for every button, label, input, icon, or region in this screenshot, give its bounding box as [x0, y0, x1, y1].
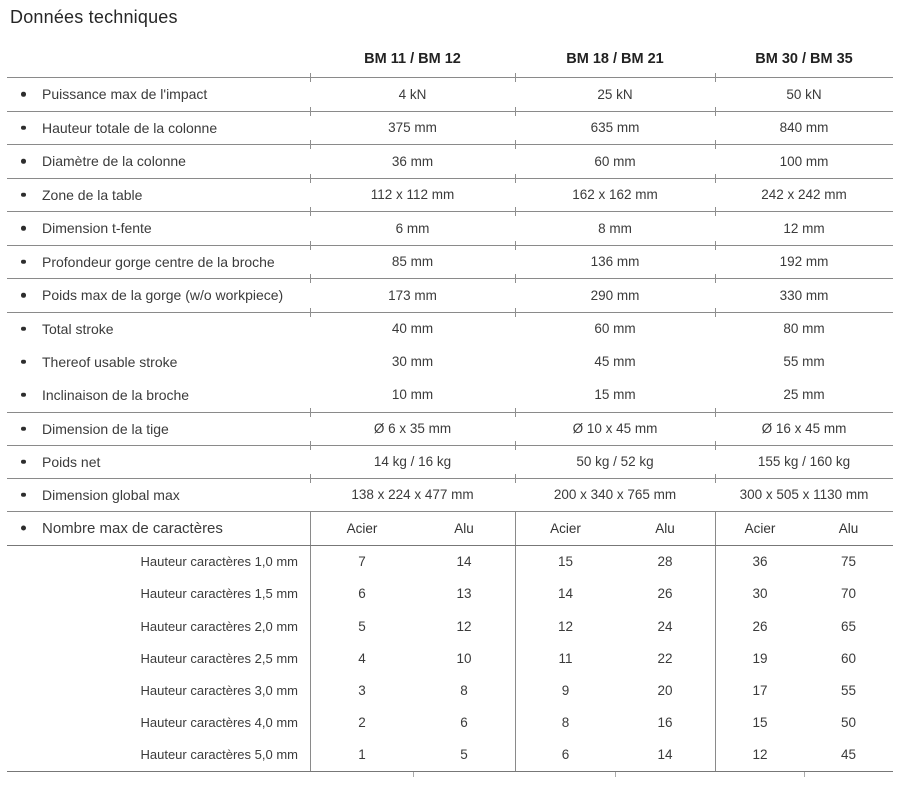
spec-value: Ø 6 x 35 mm: [310, 413, 515, 445]
spec-value: Ø 16 x 45 mm: [715, 413, 893, 445]
char-value: 6: [460, 715, 468, 731]
spec-value: 85 mm: [310, 246, 515, 279]
char-row-label: Hauteur caractères 4,0 mm: [140, 715, 298, 731]
spec-label: [7, 378, 310, 411]
char-value: 14: [615, 739, 715, 771]
bullet-icon: [21, 159, 26, 164]
material-header-acier: Acier: [515, 512, 615, 545]
spec-value: 50 kg / 52 kg: [515, 446, 715, 478]
char-value: 45: [804, 739, 893, 771]
spec-row: [7, 345, 893, 378]
spec-label: [7, 212, 310, 245]
spec-label: [7, 145, 310, 178]
bullet-icon: [21, 393, 26, 398]
char-value: 8: [460, 683, 468, 699]
spec-row: [7, 312, 893, 345]
spec-label-text: Zone de la table: [42, 186, 143, 203]
spec-value: 840 mm: [715, 112, 893, 145]
char-value: 19: [715, 642, 804, 674]
bullet-icon: [21, 426, 26, 431]
char-value: 10: [456, 650, 472, 666]
spec-row: [7, 478, 893, 511]
spec-value: 300 x 505 x 1130 mm: [715, 479, 893, 511]
spec-value: 200 x 340 x 765 mm: [515, 479, 715, 511]
char-value: 9: [515, 674, 615, 706]
char-value: 28: [657, 554, 673, 570]
spec-value: 6 mm: [310, 212, 515, 245]
spec-value: 45 mm: [594, 354, 636, 370]
char-row: [7, 610, 893, 642]
char-row: [7, 578, 893, 610]
char-value: 30: [715, 578, 804, 610]
char-value: 11: [515, 642, 615, 674]
column-header-bm11-12: BM 11 / BM 12: [364, 50, 461, 67]
spec-table: [7, 40, 893, 772]
bullet-icon: [21, 193, 26, 198]
char-row-label: Hauteur caractères 1,5 mm: [140, 586, 298, 602]
spec-row: [7, 278, 893, 312]
char-value: 3: [310, 674, 413, 706]
spec-label: [7, 279, 310, 312]
char-row-label: Hauteur caractères 1,0 mm: [140, 554, 298, 570]
spec-label-text: Poids net: [42, 453, 101, 470]
spec-label: [7, 345, 310, 378]
spec-label-text: Dimension global max: [42, 486, 180, 503]
characters-header-text: Nombre max de caractères: [42, 519, 223, 537]
spec-label: [7, 413, 310, 445]
char-value: 70: [840, 586, 857, 602]
spec-value: 50 kN: [715, 78, 893, 111]
char-row: [7, 674, 893, 706]
spec-value: 100 mm: [715, 145, 893, 178]
spec-value: 10 mm: [391, 387, 434, 403]
char-row: [7, 546, 893, 578]
spec-value: 36 mm: [310, 145, 515, 178]
spec-value: 138 x 224 x 477 mm: [310, 479, 515, 511]
spec-label-text: Total stroke: [42, 320, 114, 337]
spec-value: 12 mm: [715, 212, 893, 245]
char-value: 6: [515, 739, 615, 771]
spec-value: 192 mm: [715, 246, 893, 279]
spec-value: 30 mm: [391, 354, 434, 370]
spec-label: [7, 179, 310, 212]
spec-value: 25 kN: [515, 78, 715, 111]
char-value: 5: [310, 610, 413, 642]
column-header-bm18-21: BM 18 / BM 21: [566, 50, 664, 67]
spec-label: [7, 479, 310, 511]
spec-label-text: Inclinaison de la broche: [42, 386, 190, 403]
spec-value: 330 mm: [715, 279, 893, 312]
bullet-icon: [21, 359, 26, 364]
characters-header-label: [7, 512, 310, 545]
char-row-label: Hauteur caractères 3,0 mm: [140, 683, 298, 699]
material-header-alu: Alu: [838, 520, 859, 536]
spec-value: 242 x 242 mm: [715, 179, 893, 212]
bullet-icon: [21, 226, 26, 231]
spec-label-text: Hauteur totale de la colonne: [42, 119, 218, 136]
spec-value: 290 mm: [515, 279, 715, 312]
char-row: [7, 707, 893, 739]
bullet-icon: [21, 260, 26, 265]
char-value: 2: [310, 707, 413, 739]
spec-row: [7, 77, 893, 111]
spec-value: 375 mm: [310, 112, 515, 145]
spec-label-text: Dimension de la tige: [42, 420, 169, 437]
spec-label-text: Dimension t-fente: [42, 220, 152, 237]
char-value: 26: [715, 610, 804, 642]
bullet-icon: [21, 526, 26, 531]
spec-value: 8 mm: [515, 212, 715, 245]
spec-label: [7, 446, 310, 478]
spec-row: [7, 144, 893, 178]
char-value: 50: [840, 715, 857, 731]
char-row-label: Hauteur caractères 2,0 mm: [140, 618, 298, 634]
spec-value: 112 x 112 mm: [310, 179, 515, 212]
char-row-label: Hauteur caractères 2,5 mm: [140, 650, 298, 666]
spec-value: 40 mm: [310, 313, 515, 345]
char-value: 12: [715, 739, 804, 771]
spec-value: 55 mm: [783, 354, 825, 370]
char-value: 60: [840, 650, 857, 666]
spec-label: [7, 112, 310, 145]
char-value: 16: [657, 715, 673, 731]
char-value: 6: [310, 578, 413, 610]
bullet-icon: [21, 326, 26, 331]
spec-label: [7, 246, 310, 279]
char-value: 7: [310, 546, 413, 578]
char-value: 12: [515, 610, 615, 642]
char-value: 15: [515, 546, 615, 578]
spec-value: 14 kg / 16 kg: [310, 446, 515, 478]
char-value: 5: [413, 739, 515, 771]
spec-row: [7, 378, 893, 411]
spec-label: [7, 313, 310, 345]
bullet-icon: [21, 492, 26, 497]
char-value: 55: [840, 683, 857, 699]
spec-row: [7, 178, 893, 212]
char-value: 36: [715, 546, 804, 578]
bullet-icon: [21, 459, 26, 464]
material-header-alu: Alu: [454, 520, 474, 536]
char-row: [7, 739, 893, 771]
spec-label-text: Puissance max de l'impact: [42, 86, 208, 103]
char-value: 8: [515, 707, 615, 739]
spec-label-text: Thereof usable stroke: [42, 353, 178, 370]
char-row-label: Hauteur caractères 5,0 mm: [140, 747, 298, 763]
characters-header-row: [7, 511, 893, 546]
spec-value: 173 mm: [310, 279, 515, 312]
spec-label: [7, 78, 310, 111]
char-row: [7, 642, 893, 674]
char-value: 15: [715, 707, 804, 739]
material-header-acier: Acier: [715, 512, 804, 545]
spec-value: 15 mm: [594, 387, 636, 403]
table-header-row: [7, 40, 893, 77]
spec-value: 635 mm: [515, 112, 715, 145]
spec-value: Ø 10 x 45 mm: [515, 413, 715, 445]
spec-label-text: Poids max de la gorge (w/o workpiece): [42, 287, 284, 304]
char-value: 24: [657, 618, 673, 634]
char-value: 1: [310, 739, 413, 771]
bullet-icon: [21, 126, 26, 131]
spec-value: 60 mm: [515, 313, 715, 345]
spec-label-text: Diamètre de la colonne: [42, 153, 186, 170]
spec-row: [7, 111, 893, 145]
spec-row: [7, 445, 893, 478]
char-value: 17: [715, 674, 804, 706]
char-value: 4: [310, 642, 413, 674]
char-value: 13: [456, 586, 472, 602]
characters-section: [7, 511, 893, 772]
spec-row: [7, 245, 893, 279]
header-spacer: [7, 40, 310, 77]
spec-row: [7, 412, 893, 445]
char-value: 75: [840, 554, 857, 570]
char-value: 12: [456, 618, 472, 634]
spec-value: 155 kg / 160 kg: [715, 446, 893, 478]
material-header-acier: Acier: [310, 512, 413, 545]
bullet-icon: [21, 92, 26, 97]
char-value: 14: [515, 578, 615, 610]
material-header-alu: Alu: [655, 520, 675, 536]
column-header-bm30-35: BM 30 / BM 35: [755, 50, 853, 67]
bullet-icon: [21, 293, 26, 298]
char-value: 22: [657, 650, 673, 666]
spec-value: 4 kN: [310, 78, 515, 111]
spec-value: 25 mm: [783, 387, 825, 403]
spec-value: 136 mm: [515, 246, 715, 279]
char-value: 26: [657, 586, 673, 602]
spec-value: 80 mm: [715, 313, 893, 345]
spec-label-text: Profondeur gorge centre de la broche: [42, 253, 275, 270]
spec-value: 162 x 162 mm: [515, 179, 715, 212]
page-title: Données techniques: [10, 7, 178, 27]
spec-row: [7, 211, 893, 245]
char-value: 14: [456, 554, 472, 570]
spec-value: 60 mm: [515, 145, 715, 178]
char-value: 65: [840, 618, 857, 634]
char-value: 20: [657, 683, 673, 699]
